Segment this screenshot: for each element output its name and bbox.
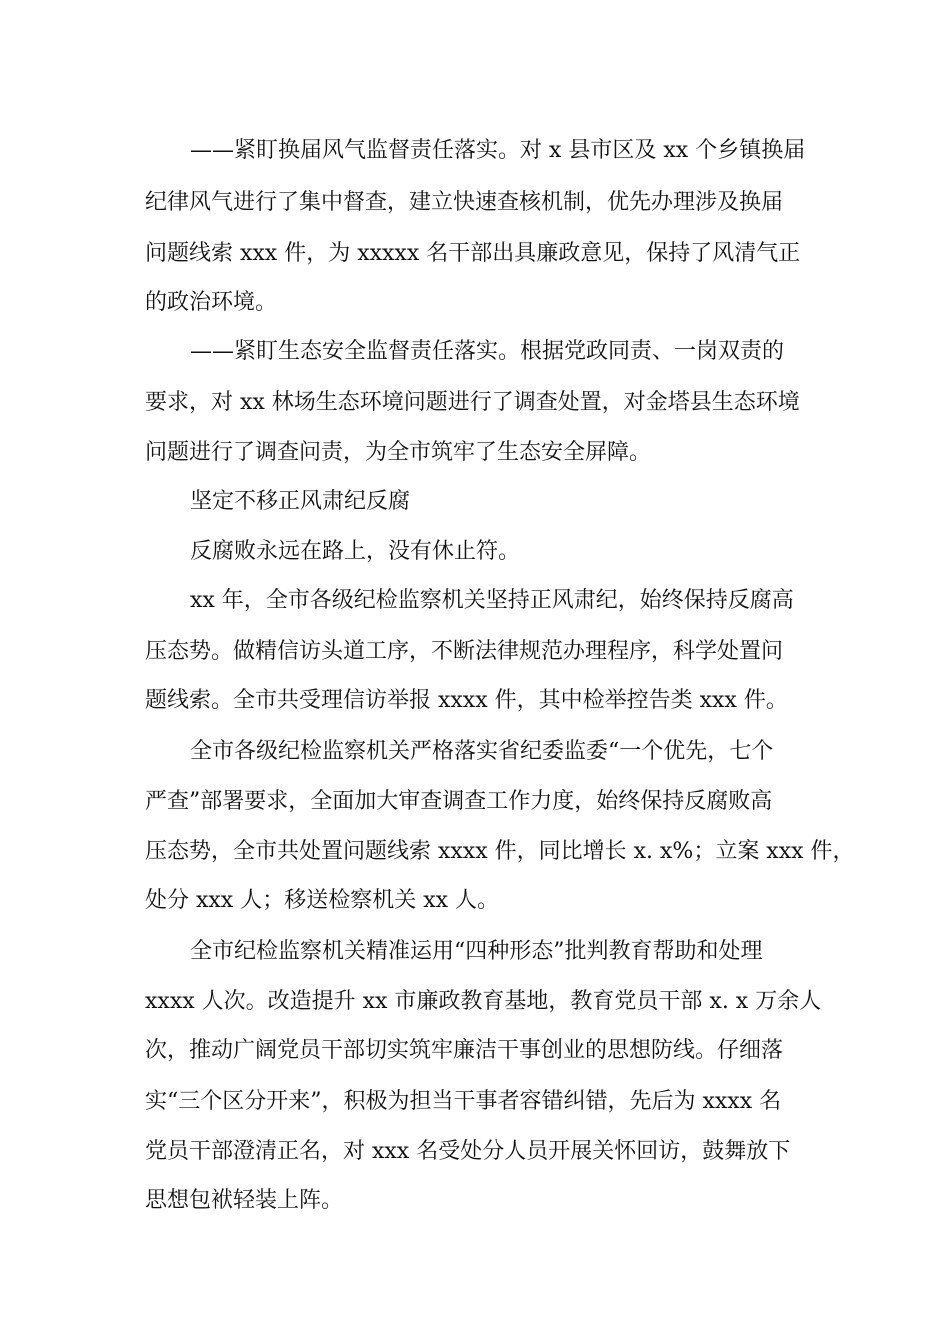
text-line: 问题进行了调查问责，为全市筑牢了生态安全屏障。 <box>145 440 652 465</box>
text-line: 问题线索 xxx 件，为 xxxxx 名干部出具廉政意见，保持了风清气正 <box>145 241 801 266</box>
text-line: 实“三个区分开来”，积极为担当干事者容错纠错，先后为 xxxx 名 <box>145 1089 782 1114</box>
text-line: 的政治环境。 <box>145 290 278 315</box>
text-line: 处分 xxx 人；移送检察机关 xx 人。 <box>145 888 500 913</box>
text-line: 压态势。做精信访头道工序，不断法律规范办理程序，科学处置问 <box>145 639 784 664</box>
text-line: 纪律风气进行了集中督查，建立快速查核机制，优先办理涉及换届 <box>145 190 784 215</box>
text-line: 党员干部澄清正名，对 xxx 名受处分人员开展关怀回访，鼓舞放下 <box>145 1139 791 1164</box>
text-line: 严查”部署要求，全面加大审查调查工作力度，始终保持反腐败高 <box>145 789 773 814</box>
section-heading: 坚定不移正风肃纪反腐 <box>190 489 411 514</box>
text-line: ——紧盯换届风气监督责任落实。对 x 县市区及 xx 个乡镇换届 <box>190 138 806 163</box>
text-line: 压态势，全市共处置问题线索 xxxx 件，同比增长 x. x%；立案 xxx 件， <box>145 839 855 864</box>
text-line: 要求，对 xx 林场生态环境问题进行了调查处置，对金塔县生态环境 <box>145 390 800 415</box>
text-line: ——紧盯生态安全监督责任落实。根据党政同责、一岗双责的 <box>190 339 785 364</box>
text-line: xxxx 人次。改造提升 xx 市廉政教育基地，教育党员干部 x. x 万余人 <box>145 989 822 1014</box>
text-line: 思想包袱轻装上阵。 <box>145 1188 344 1213</box>
text-line: 全市纪检监察机关精准运用“四种形态”批判教育帮助和处理 <box>190 939 763 964</box>
text-line: 题线索。全市共受理信访举报 xxxx 件，其中检举控告类 xxx 件。 <box>145 688 788 713</box>
text-line: 反腐败永远在路上，没有休止符。 <box>190 539 521 564</box>
text-line: xx 年，全市各级纪检监察机关坚持正风肃纪，始终保持反腐高 <box>190 588 794 613</box>
text-line: 全市各级纪检监察机关严格落实省纪委监委“一个优先，七个 <box>190 739 774 764</box>
text-line: 次，推动广阔党员干部切实筑牢廉洁干事创业的思想防线。仔细落 <box>145 1038 784 1063</box>
